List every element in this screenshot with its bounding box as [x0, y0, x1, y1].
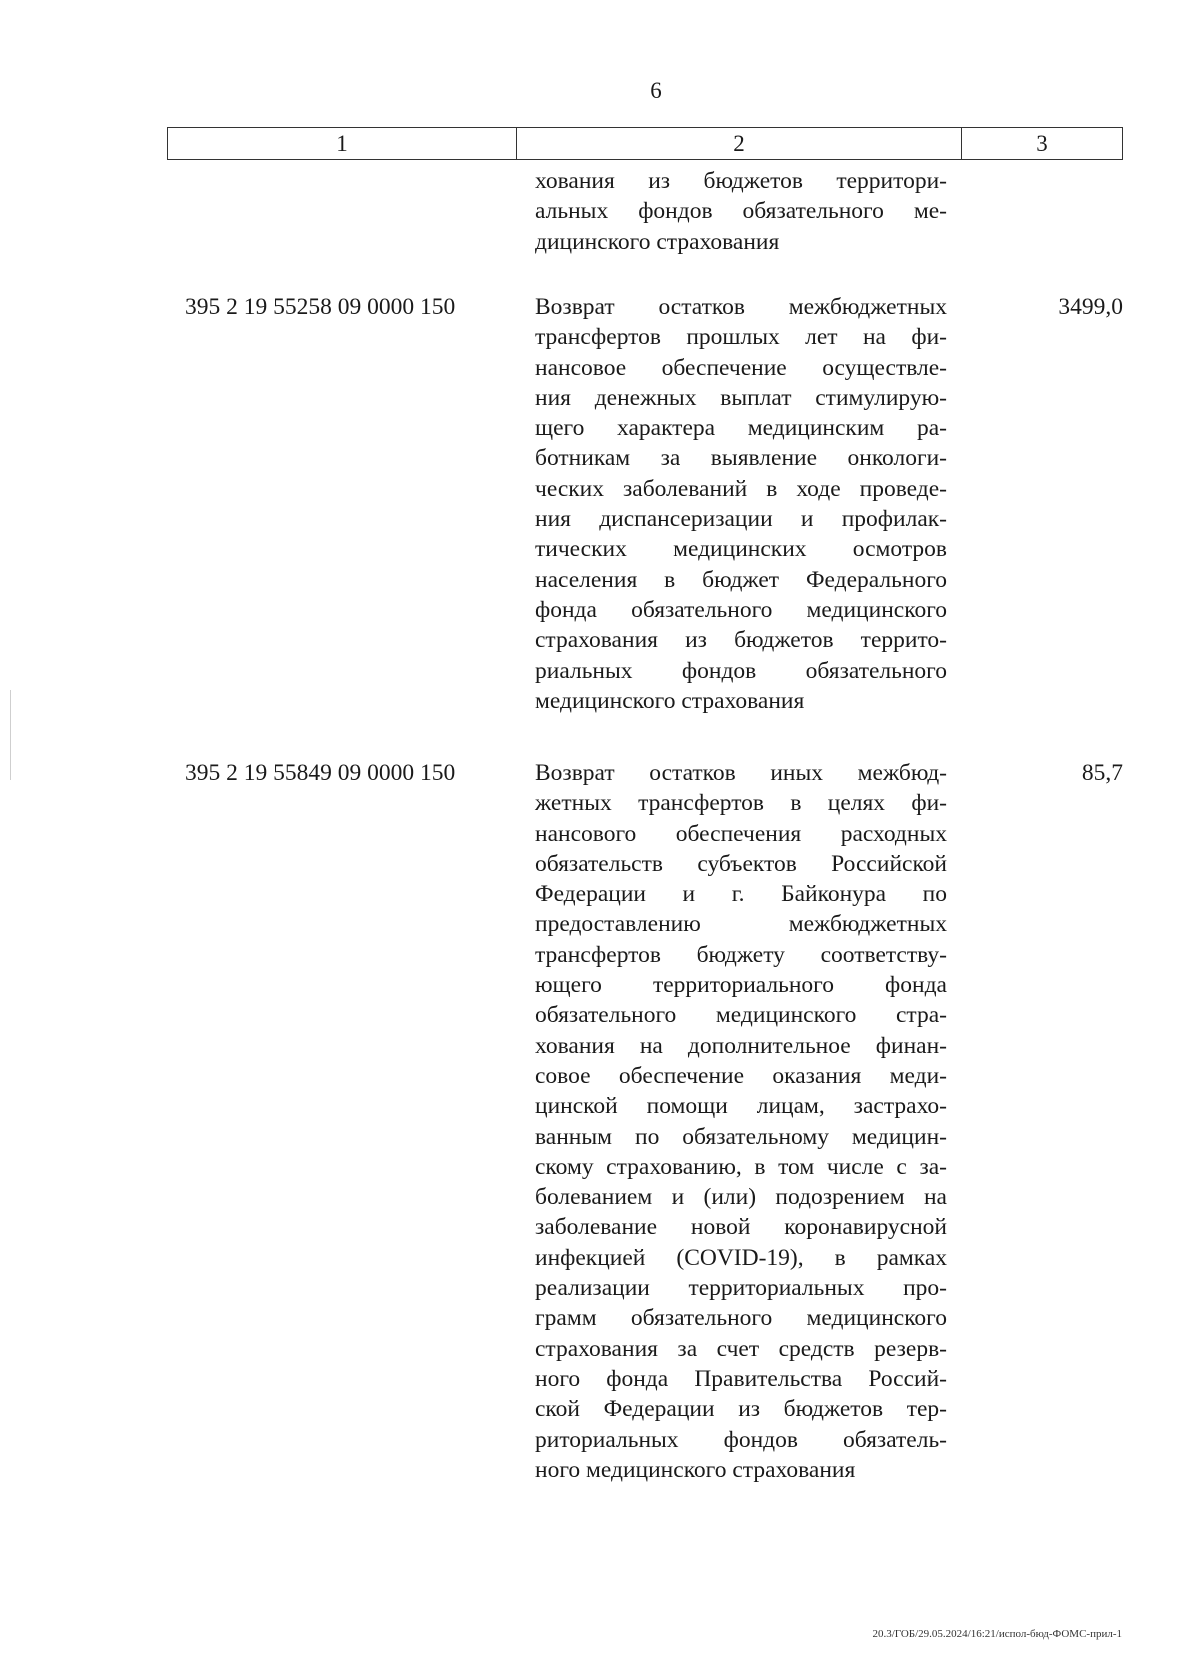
header-col-2: 2	[517, 128, 962, 159]
text-line: медицинского страхования	[535, 687, 805, 714]
text-line: скому страхованию, в том числе с за-	[535, 1153, 947, 1180]
header-col-1: 1	[168, 128, 517, 159]
text-line: ванным по обязательному медицин-	[535, 1123, 947, 1150]
text-line: предоставлению межбюджетных	[535, 911, 947, 938]
text-line: щего характера медицинским ра-	[535, 415, 947, 442]
text-line: Возврат остатков иных межбюд-	[535, 760, 947, 786]
text-line: риальных фондов обязательного	[535, 657, 947, 684]
text-line: Возврат остатков межбюджетных	[535, 294, 947, 320]
row-1-code: 395 2 19 55258 09 0000 150	[185, 294, 456, 320]
page-number: 6	[650, 78, 662, 103]
scan-artifact	[10, 690, 11, 780]
text-line: страхования за счет средств резерв-	[535, 1335, 947, 1362]
row-1-amount: 3499,0	[1058, 294, 1123, 320]
text-line: инфекцией (COVID-19), в рамках	[535, 1244, 947, 1271]
text-line: ющего территориального фонда	[535, 972, 947, 999]
row-2-amount: 85,7	[1081, 760, 1123, 786]
text-line: ного фонда Правительства Россий-	[535, 1365, 947, 1392]
row-2-code: 395 2 19 55849 09 0000 150	[185, 760, 456, 786]
text-line: риториальных фондов обязатель-	[535, 1426, 947, 1453]
text-line: болеванием и (или) подозрением на	[535, 1184, 947, 1211]
header-col-3: 3	[1036, 130, 1048, 156]
text-line: жетных трансфертов в целях фи-	[535, 790, 947, 817]
text-line: ния диспансеризации и профилак-	[535, 506, 947, 533]
footer-stamp: 20.3/ГОБ/29.05.2024/16:21/испол-бюд-ФОМС-прил-1	[872, 1628, 1122, 1640]
text-line: грамм обязательного медицинского	[535, 1305, 947, 1332]
text-line: Федерации и г. Байконура по	[535, 881, 947, 908]
text-line: совое обеспечение оказания меди-	[535, 1062, 947, 1089]
text-line: обязательств субъектов Российской	[535, 850, 947, 877]
text-line: нансовое обеспечение осуществле-	[535, 354, 947, 381]
row-2-description	[535, 758, 947, 1485]
text-line: фонда обязательного медицинского	[535, 596, 947, 623]
text-line: цинской помощи лицам, застрахо-	[535, 1093, 947, 1120]
text-line: альных фондов обязательного ме-	[535, 198, 947, 225]
text-line: дицинского страхования	[535, 228, 780, 255]
text-line: трансфертов прошлых лет на фи-	[535, 324, 947, 351]
text-line: хования из бюджетов территори-	[535, 168, 947, 194]
text-line: трансфертов бюджету соответству-	[535, 941, 947, 968]
text-line: ного медицинского страхования	[535, 1456, 856, 1483]
text-line: обязательного медицинского стра-	[535, 1002, 947, 1029]
table-header-row	[167, 127, 1123, 160]
text-line: ской Федерации из бюджетов тер-	[535, 1396, 947, 1423]
text-line: реализации территориальных про-	[535, 1275, 947, 1302]
text-line: хования на дополнительное финан-	[535, 1032, 947, 1059]
text-line: тических медицинских осмотров	[535, 536, 947, 563]
text-line: страхования из бюджетов террито-	[535, 627, 947, 654]
row-1-description	[535, 292, 947, 716]
text-line: заболевание новой коронавирусной	[535, 1214, 947, 1241]
text-line: ботникам за выявление онкологи-	[535, 445, 947, 472]
text-line: ческих заболеваний в ходе проведе-	[535, 475, 947, 502]
continuation-text	[535, 166, 947, 257]
text-line: ния денежных выплат стимулирую-	[535, 384, 947, 411]
text-line: населения в бюджет Федерального	[535, 566, 947, 593]
text-line: нансового обеспечения расходных	[535, 820, 947, 847]
